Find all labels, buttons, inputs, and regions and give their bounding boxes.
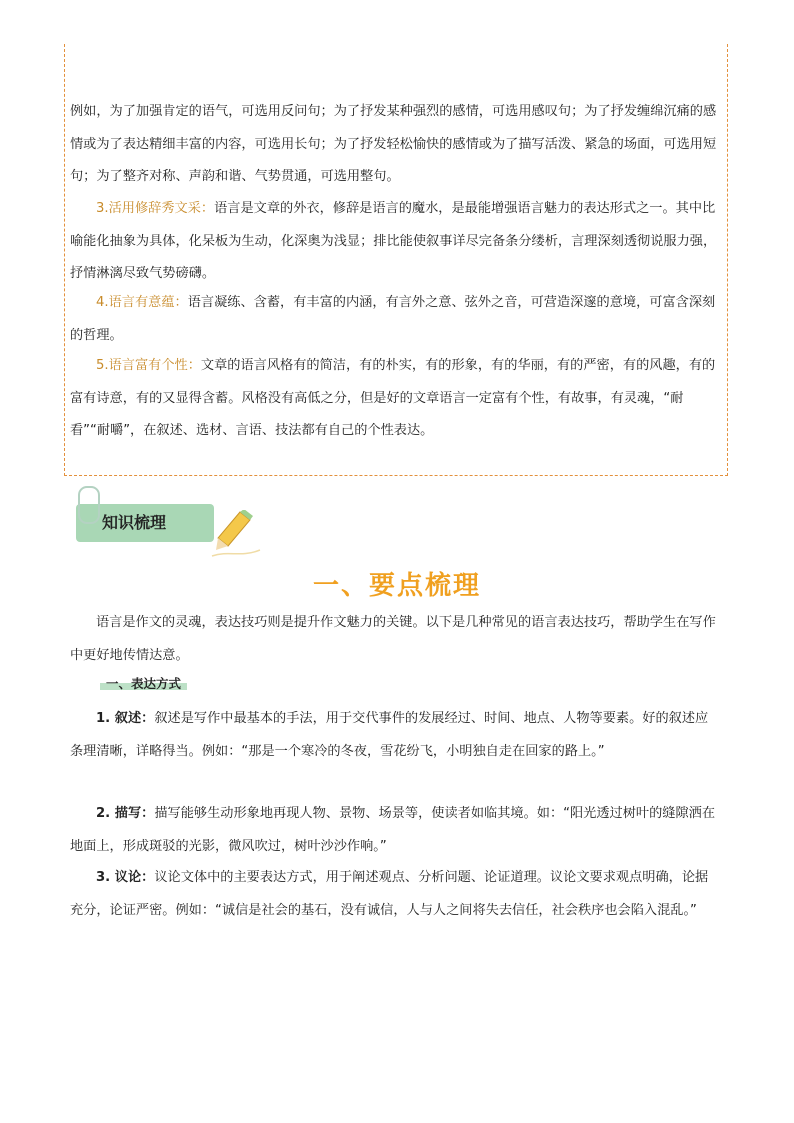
- item-description: [70, 798, 720, 863]
- section-title: 一、要点梳理: [312, 571, 481, 601]
- knowledge-tag-label: 知识梳理: [76, 504, 214, 542]
- paperclip-icon: [78, 486, 100, 524]
- item-label: 3. 议论：: [96, 870, 155, 885]
- box-paragraph-4: [70, 350, 720, 448]
- box-paragraph-3: [70, 287, 720, 352]
- connotation-text: 语言凝练、含蓄，有丰富的内涵，有言外之意、弦外之音，可营造深邃的意境，可富含深刻的哲理。: [70, 295, 716, 343]
- intro-paragraph: 语言是作文的灵魂，表达技巧则是提升作文魅力的关键。以下是几种常见的语言表达技巧，帮助学生在写作中更好地传情达意。: [70, 615, 716, 663]
- personality-label: 5.语言富有个性：: [96, 358, 201, 373]
- item-label: 2. 描写：: [96, 806, 155, 821]
- knowledge-tag: [74, 492, 264, 562]
- item-text: 叙述是写作中最基本的手法，用于交代事件的发展经过、时间、地点、人物等要素。好的叙述应条理清晰，详略得当。例如：“那是一个寒冷的冬夜，雪花纷飞，小明独自走在回家的路上。”: [70, 711, 709, 759]
- subheading-expression-methods: 一、表达方式: [100, 674, 187, 692]
- item-label: 1. 叙述：: [96, 711, 155, 726]
- rhetoric-label: 3.活用修辞秀文采：: [96, 201, 215, 216]
- personality-text: 文章的语言风格有的简洁，有的朴实，有的形象，有的华丽，有的严密，有的风趣，有的富有诗意，有的又显得含蓄。风格没有高低之分，但是好的文章语言一定富有个性，有故事，有灵魂，“耐看”“耐嚼”，在叙述、选材、言语、技法都有自己的个性表达。: [70, 358, 716, 438]
- item-narration: [70, 703, 720, 768]
- connotation-label: 4.语言有意蕴：: [96, 295, 188, 310]
- rhetoric-text: 语言是文章的外衣，修辞是语言的魔水，是最能增强语言魅力的表达形式之一。其中比喻能化抽象为具体，化呆板为生动，化深奥为浅显；排比能使叙事详尽完备条分缕析，言理深刻透彻说服力强，抒情淋漓尽致气势磅礴。: [70, 201, 717, 281]
- item-text: 议论文体中的主要表达方式，用于阐述观点、分析问题、论证道理。议论文要求观点明确，论据充分，论证严密。例如：“诚信是社会的基石，没有诚信，人与人之间将失去信任，社会秩序也会陷入混乱。”: [70, 870, 709, 918]
- pencil-icon: [210, 510, 270, 560]
- item-text: 描写能够生动形象地再现人物、景物、场景等，使读者如临其境。如：“阳光透过树叶的缝隙洒在地面上，形成斑驳的光影，微风吹过，树叶沙沙作响。”: [70, 806, 716, 854]
- box-paragraph-1: 例如，为了加强肯定的语气，可选用反问句；为了抒发某种强烈的感情，可选用感叹句；为了抒发缠绵沉痛的感情或为了表达精细丰富的内容，可选用长句；为了抒发轻松愉快的感情或为了描写活泼、紧急的场面，可选用短句；为了整齐对称、声韵和谐、气势贯通，可选用整句。: [70, 104, 717, 184]
- box-paragraph-2: [70, 193, 720, 291]
- item-argument: [70, 862, 720, 927]
